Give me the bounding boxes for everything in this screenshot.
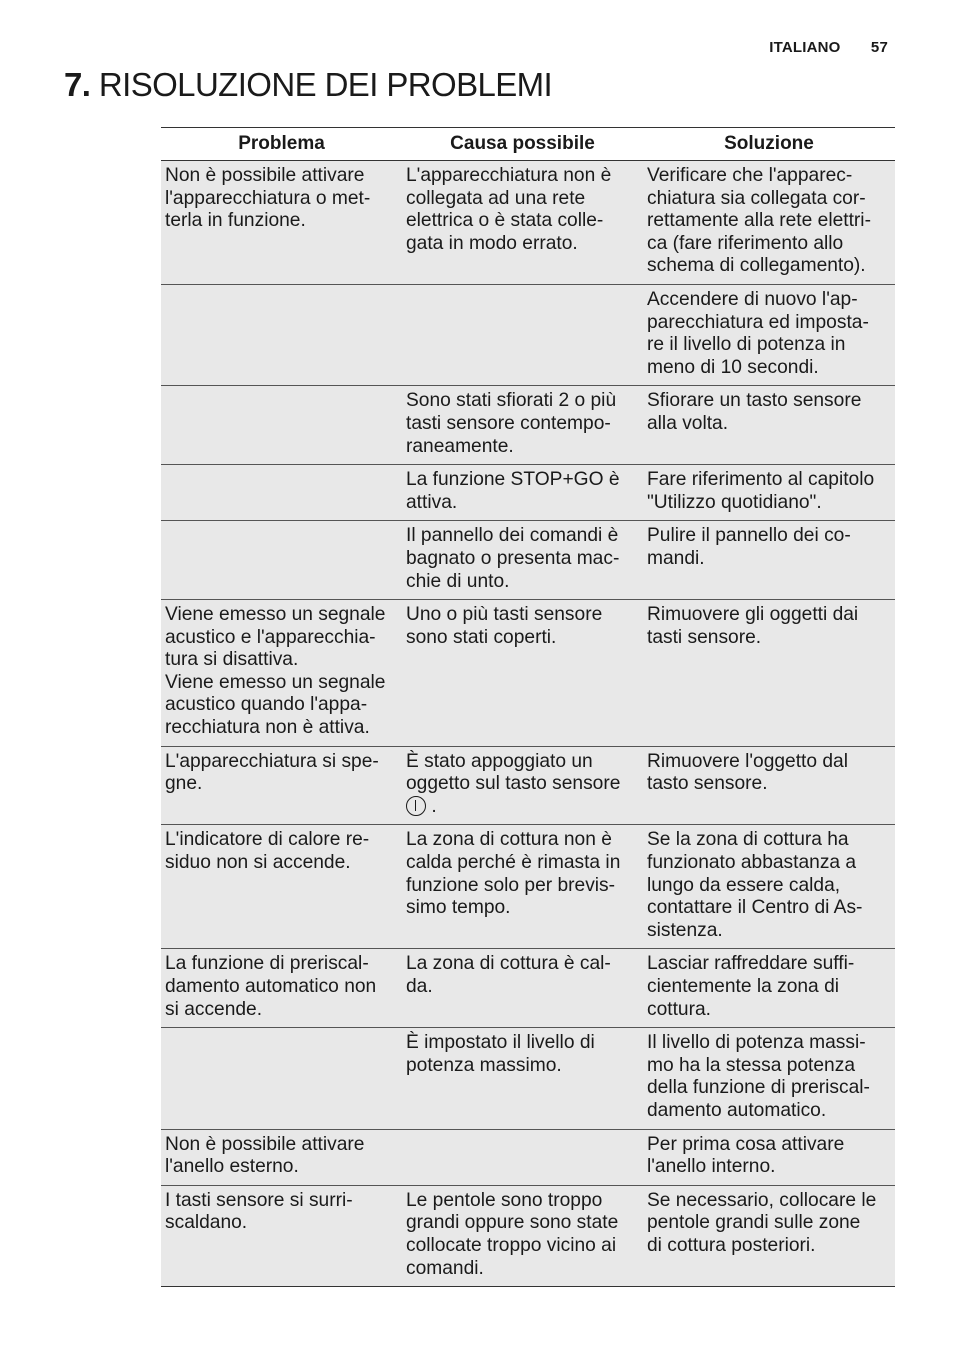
cell-text-line: siduo non si accende. [165, 852, 351, 874]
table-row [161, 1129, 895, 1185]
cell-text-line: della funzione di preriscal- [647, 1077, 870, 1099]
cell-text-line: chie di unto. [406, 570, 510, 592]
problem-cell [161, 521, 402, 600]
column-header-cause: Causa possibile [402, 128, 643, 161]
problem-cell [161, 386, 402, 465]
cell-text-line: da. [406, 976, 433, 997]
solution-cell [643, 386, 895, 465]
cell-text-line: Viene emesso un segnale [165, 604, 386, 626]
cell-text-line: Verificare che l'apparec- [647, 165, 853, 186]
cell-text-line: rettamente alla rete elettri- [647, 210, 871, 232]
solution-cell [643, 600, 895, 747]
cause-cell [402, 465, 643, 521]
cell-text-line: tura si disattiva. [165, 649, 299, 671]
solution-cell [643, 1028, 895, 1129]
cell-text-line: elettrica o è stata colle- [406, 210, 604, 232]
cell-text-line: Viene emesso un segnale [165, 671, 386, 693]
cell-text-line: attiva. [406, 491, 458, 513]
problem-cell [161, 1028, 402, 1129]
column-header-problem: Problema [161, 128, 402, 161]
cell-text-line: mo ha la stessa potenza [647, 1054, 855, 1076]
cause-cell [402, 949, 643, 1028]
cell-text-line: oggetto sul tasto sensore [406, 773, 621, 795]
troubleshooting-table [161, 127, 895, 1287]
cell-text-line: Rimuovere gli oggetti dai [647, 604, 859, 626]
cell-text-line: di cottura posteriori. [647, 1234, 816, 1256]
cell-text-line: simo tempo. [406, 897, 511, 919]
cell-text-line: meno di 10 secondi. [647, 356, 819, 378]
cell-text-line: chiatura sia collegata cor- [647, 187, 866, 209]
page-number: 57 [870, 39, 888, 56]
table-row [161, 386, 895, 465]
cell-text-line: mandi. [647, 547, 705, 569]
table-row [161, 600, 895, 747]
cell-text-line: tasti sensore. [647, 626, 762, 648]
solution-cell [643, 825, 895, 949]
cell-text-line: Uno o più tasti sensore [406, 604, 603, 626]
solution-cell [643, 1129, 895, 1185]
cell-text-line: La funzione di preriscal- [165, 953, 369, 975]
cell-text-line: Sfiorare un tasto sensore [647, 390, 862, 412]
cell-text-line: l'anello esterno. [165, 1156, 299, 1178]
cell-text-line: raneamente. [406, 435, 514, 457]
cell-text-line: Il pannello dei comandi è [406, 525, 619, 547]
section-title-text: RISOLUZIONE DEI PROBLEMI [98, 66, 553, 103]
cell-icon-line [406, 796, 635, 819]
cell-text-line: damento automatico non [165, 976, 377, 997]
cause-cell [402, 386, 643, 465]
problem-cell [161, 465, 402, 521]
cause-cell [402, 1028, 643, 1129]
cell-text-line: tasto sensore. [647, 773, 768, 795]
cell-text-line: tasti sensore contempo- [406, 412, 611, 434]
cell-text-line: contattare il Centro di As- [647, 897, 863, 919]
cell-text-line: re il livello di potenza in [647, 334, 846, 356]
cell-text-line: È stato appoggiato un [406, 750, 593, 772]
table-header-row [161, 128, 895, 161]
cell-text-line: terla in funzione. [165, 210, 306, 232]
table-row [161, 284, 895, 385]
cell-text-line: cientemente la zona di [647, 976, 839, 997]
table-row [161, 521, 895, 600]
cell-text-line: Sono stati sfiorati 2 o più [406, 390, 617, 412]
cell-text-line: pentole grandi sulle zone [647, 1212, 861, 1234]
cause-cell [402, 600, 643, 747]
cause-cell [402, 284, 643, 385]
cell-text-line: bagnato o presenta mac- [406, 547, 620, 569]
cell-text-line: calda perché è rimasta in [406, 852, 621, 874]
cell-text-line: comandi. [406, 1257, 484, 1279]
cause-cell [402, 521, 643, 600]
cell-text-line: Le pentole sono troppo [406, 1189, 603, 1211]
cause-cell [402, 1185, 643, 1286]
problem-cell [161, 1185, 402, 1286]
section-number: 7. [64, 66, 91, 103]
cell-text-line: recchiatura non è attiva. [165, 717, 370, 739]
problem-cell [161, 746, 402, 825]
page-header [769, 39, 888, 56]
cell-text-line: "Utilizzo quotidiano". [647, 491, 822, 513]
cell-text-line: Se necessario, collocare le [647, 1189, 877, 1211]
cause-cell [402, 1129, 643, 1185]
solution-cell [643, 949, 895, 1028]
solution-cell [643, 465, 895, 521]
cell-text-line: damento automatico. [647, 1099, 827, 1121]
cell-text-line: cottura. [647, 998, 711, 1020]
solution-cell [643, 521, 895, 600]
section-title [64, 66, 552, 104]
solution-cell [643, 161, 895, 285]
cell-text-line: collocate troppo vicino ai [406, 1234, 617, 1256]
cell-text-line: funzionato abbastanza a [647, 852, 857, 874]
table-row [161, 1028, 895, 1129]
cell-text-line: ca (fare riferimento allo [647, 232, 844, 254]
cell-text-line: collegata ad una rete [406, 187, 586, 209]
cell-text-line: lungo da essere calda, [647, 874, 841, 896]
cell-text-line: Per prima cosa attivare [647, 1133, 845, 1155]
cell-text-line: È impostato il livello di [406, 1032, 595, 1054]
cell-text-line: si accende. [165, 998, 263, 1020]
cell-text-line: scaldano. [165, 1212, 248, 1234]
table-body [161, 161, 895, 1287]
cell-text-suffix: . [431, 795, 437, 817]
table-row [161, 949, 895, 1028]
cell-text-line: Lasciar raffreddare suffi- [647, 953, 855, 975]
table-row [161, 465, 895, 521]
cell-text-line: parecchiatura ed imposta- [647, 311, 869, 333]
cause-cell [402, 825, 643, 949]
cell-text-line: I tasti sensore si surri- [165, 1189, 353, 1211]
cell-text-line: gata in modo errato. [406, 232, 578, 254]
cell-text-line: sono stati coperti. [406, 626, 557, 648]
cell-text-line: Se la zona di cottura ha [647, 829, 849, 851]
cell-text-line: La zona di cottura non è [406, 829, 612, 851]
cell-text-line: l'apparecchiatura o met- [165, 187, 371, 209]
solution-cell [643, 284, 895, 385]
column-header-solution: Soluzione [643, 128, 895, 161]
cell-text-line: La funzione STOP+GO è [406, 469, 620, 491]
table-row [161, 161, 895, 285]
problem-cell [161, 161, 402, 285]
cell-text-line: grandi oppure sono state [406, 1212, 619, 1234]
cell-text-line: Non è possibile attivare [165, 1133, 365, 1155]
cell-text-line: Il livello di potenza massi- [647, 1032, 866, 1054]
table-row [161, 1185, 895, 1286]
cell-text-line: L'apparecchiatura si spe- [165, 750, 379, 772]
solution-cell [643, 746, 895, 825]
cell-text-line: gne. [165, 773, 203, 795]
cell-text-line: sistenza. [647, 919, 723, 941]
problem-cell [161, 949, 402, 1028]
cell-text-line: L'indicatore di calore re- [165, 829, 370, 851]
solution-cell [643, 1185, 895, 1286]
cell-text-line: acustico e l'apparecchia- [165, 626, 376, 648]
cell-text-line: acustico quando l'appa- [165, 694, 368, 716]
cell-text-line: La zona di cottura è cal- [406, 953, 611, 975]
cell-text-line: schema di collegamento). [647, 255, 866, 277]
problem-cell [161, 284, 402, 385]
cell-text-line: Non è possibile attivare [165, 165, 365, 186]
cell-text-line: Accendere di nuovo l'ap- [647, 288, 858, 310]
cause-cell [402, 161, 643, 285]
problem-cell [161, 1129, 402, 1185]
cell-text-line: Pulire il pannello dei co- [647, 525, 851, 547]
cell-text-line: L'apparecchiatura non è [406, 165, 612, 186]
table-row [161, 825, 895, 949]
cell-text-line: l'anello interno. [647, 1156, 776, 1178]
cell-text-line: potenza massimo. [406, 1054, 562, 1076]
problem-cell [161, 825, 402, 949]
language-label: ITALIANO [769, 39, 841, 56]
cell-text-line: funzione solo per brevis- [406, 874, 616, 896]
power-icon [406, 796, 426, 816]
cell-text-line: Rimuovere l'oggetto dal [647, 750, 848, 772]
table-row [161, 746, 895, 825]
cause-cell [402, 746, 643, 825]
problem-cell [161, 600, 402, 747]
cell-text-line: Fare riferimento al capitolo [647, 469, 875, 491]
cell-text-line: alla volta. [647, 412, 729, 434]
